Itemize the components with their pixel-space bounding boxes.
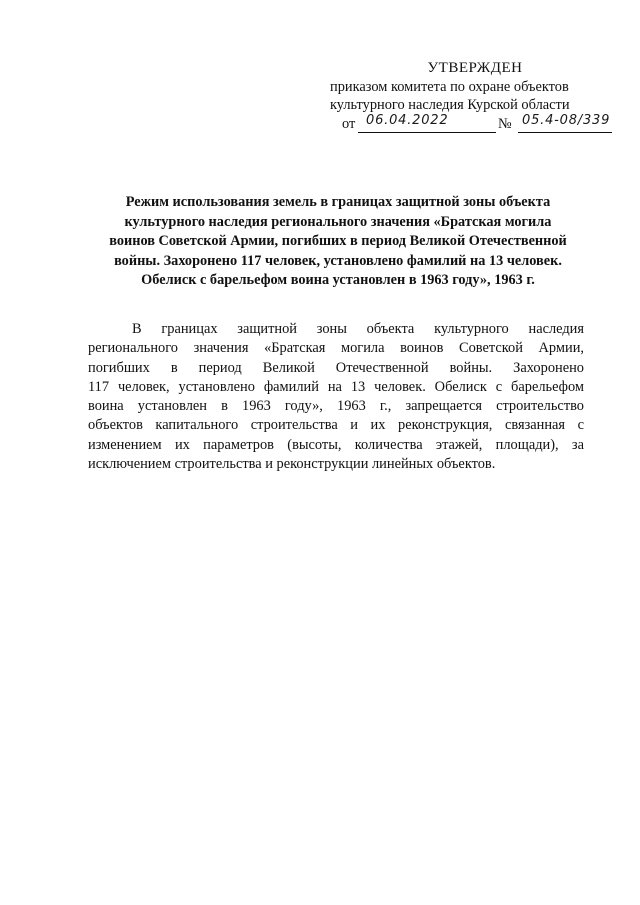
approval-block [330, 58, 610, 136]
approval-committee-line: культурного наследия Курской области [330, 97, 570, 113]
document-heading [96, 193, 580, 291]
heading-line: культурного наследия регионального значения «Братская могила [124, 213, 552, 230]
body-line: объектов капитального строительства и их реконструкция, связанная с [88, 417, 584, 434]
body-line: воина установлен в 1963 году», 1963 г., запрещается строительство [88, 398, 584, 415]
heading-line: войны. Захоронено 117 человек, установлено фамилий на 13 человек. [114, 252, 562, 269]
heading-line: воинов Советской Армии, погибших в период Великой Отечественной [109, 233, 567, 250]
number-field [518, 113, 612, 133]
body-line: погибших в период Великой Отечественной войны. Захоронено [88, 359, 584, 376]
body-line: исключением строительства и реконструкции линейных объектов. [88, 456, 496, 473]
approval-date-row [330, 113, 611, 136]
approval-title: УТВЕРЖДЕН [427, 60, 523, 76]
approval-order-line: приказом комитета по охране объектов [330, 79, 569, 95]
body-line: 117 человек, установлено фамилий на 13 человек. Обелиск с барельефом [88, 378, 584, 395]
body-paragraph [88, 320, 584, 474]
handwritten-number: 05.4-08/339 [522, 113, 611, 128]
heading-line: Обелиск с барельефом воина установлен в 1963 году», 1963 г. [141, 272, 535, 289]
body-line: изменением их параметров (высоты, количества этажей, площади), за [88, 436, 584, 453]
handwritten-date: 06.04.2022 [366, 113, 449, 128]
heading-line: Режим использования земель в границах защитной зоны объекта [125, 194, 551, 210]
number-label: № [498, 116, 512, 132]
date-field [358, 113, 496, 133]
date-label: от [342, 116, 356, 132]
body-line: регионального значения «Братская могила воинов Советской Армии, [88, 340, 584, 357]
body-line: В границах защитной зоны объекта культурного наследия [132, 321, 584, 337]
